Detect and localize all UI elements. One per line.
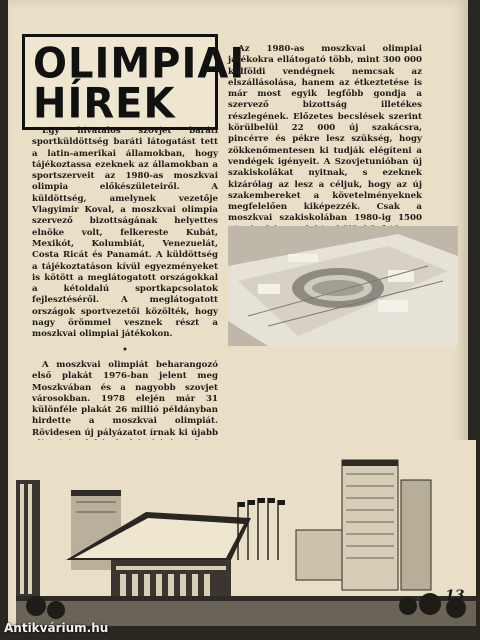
architectural-drawing (16, 440, 476, 626)
section-bullet: • (122, 344, 128, 355)
left-column-text (32, 126, 218, 484)
headline-line-1: OLIMPIAI (33, 39, 246, 89)
article-paragraph: Az 1980-as moszkvai olimpiai játékokra ellátogató több, mint 300 000 külföldi vendégnek nemcsak az elszállásolása, hanem az étkeztetése is már most egyik legfőbb gondja a szervező bizottság illetékes részlegének. Előzetes becslések szerint körülbelül 22 000 új szakácsra, pincérre és pékre lesz szükség, hogy zökkenőmentesen ki tudják elégíteni a vendégek igényeit. A Szovjetunióban új szakiskolákat nyitnak, s ezeknek kizárólag az lesz a céljuk, hogy az új szakembereket a követelményeknek megfelelően kiképezzék. Csak a moszkvai szakiskolában 1980-ig 1500 (228, 44, 422, 224)
stadium-model-photo (228, 226, 458, 346)
page-number: 13 (445, 588, 465, 604)
magazine-page (8, 0, 468, 626)
article-paragraph: Egy hivatalos szovjet baráti sportküldöttség baráti látogatást tett a latin-amerikai államokban, hogy tájékoztassa ezeknek az államokban a sportszerveit az 1980-as moszkvai olimpia előkészületeiről. A küldöttség, amelynek vezetője Vlagyimir Koval, a moszkvai olimpia szervező bizottságának helyettes elnöke volt, felkereste Kubát, Mexikót, Kolumbiát, Venezuelát, Costa Ricát és Panamát. A küldöttség a tájékoztatáson kívül egyezményeket is kötött a meglátogatott országokkal a kétoldalú sportkapcsolatok fejlesztéséről. A meglátogatott országok sportvezetői közölték, hogy nagy örömmel vesznek részt a moszkvai olimpiai játékokon. (32, 126, 218, 340)
headline-box (22, 34, 246, 130)
article-paragraph: A moszkvai olimpiát beharangozó első plakát 1976-ban jelent meg Moszkvában és a nagyobb szovjet városokban. 1978 elején már 31 különféle plakát 26 millió példányban hirdette a moszkvai olimpiát. Rövidesen új pályázatot írnak ki újabb (32, 359, 218, 438)
right-column-text (228, 44, 422, 247)
headline-line-2: HÍREK (33, 79, 176, 129)
watermark: Antikvárium.hu (4, 621, 109, 635)
